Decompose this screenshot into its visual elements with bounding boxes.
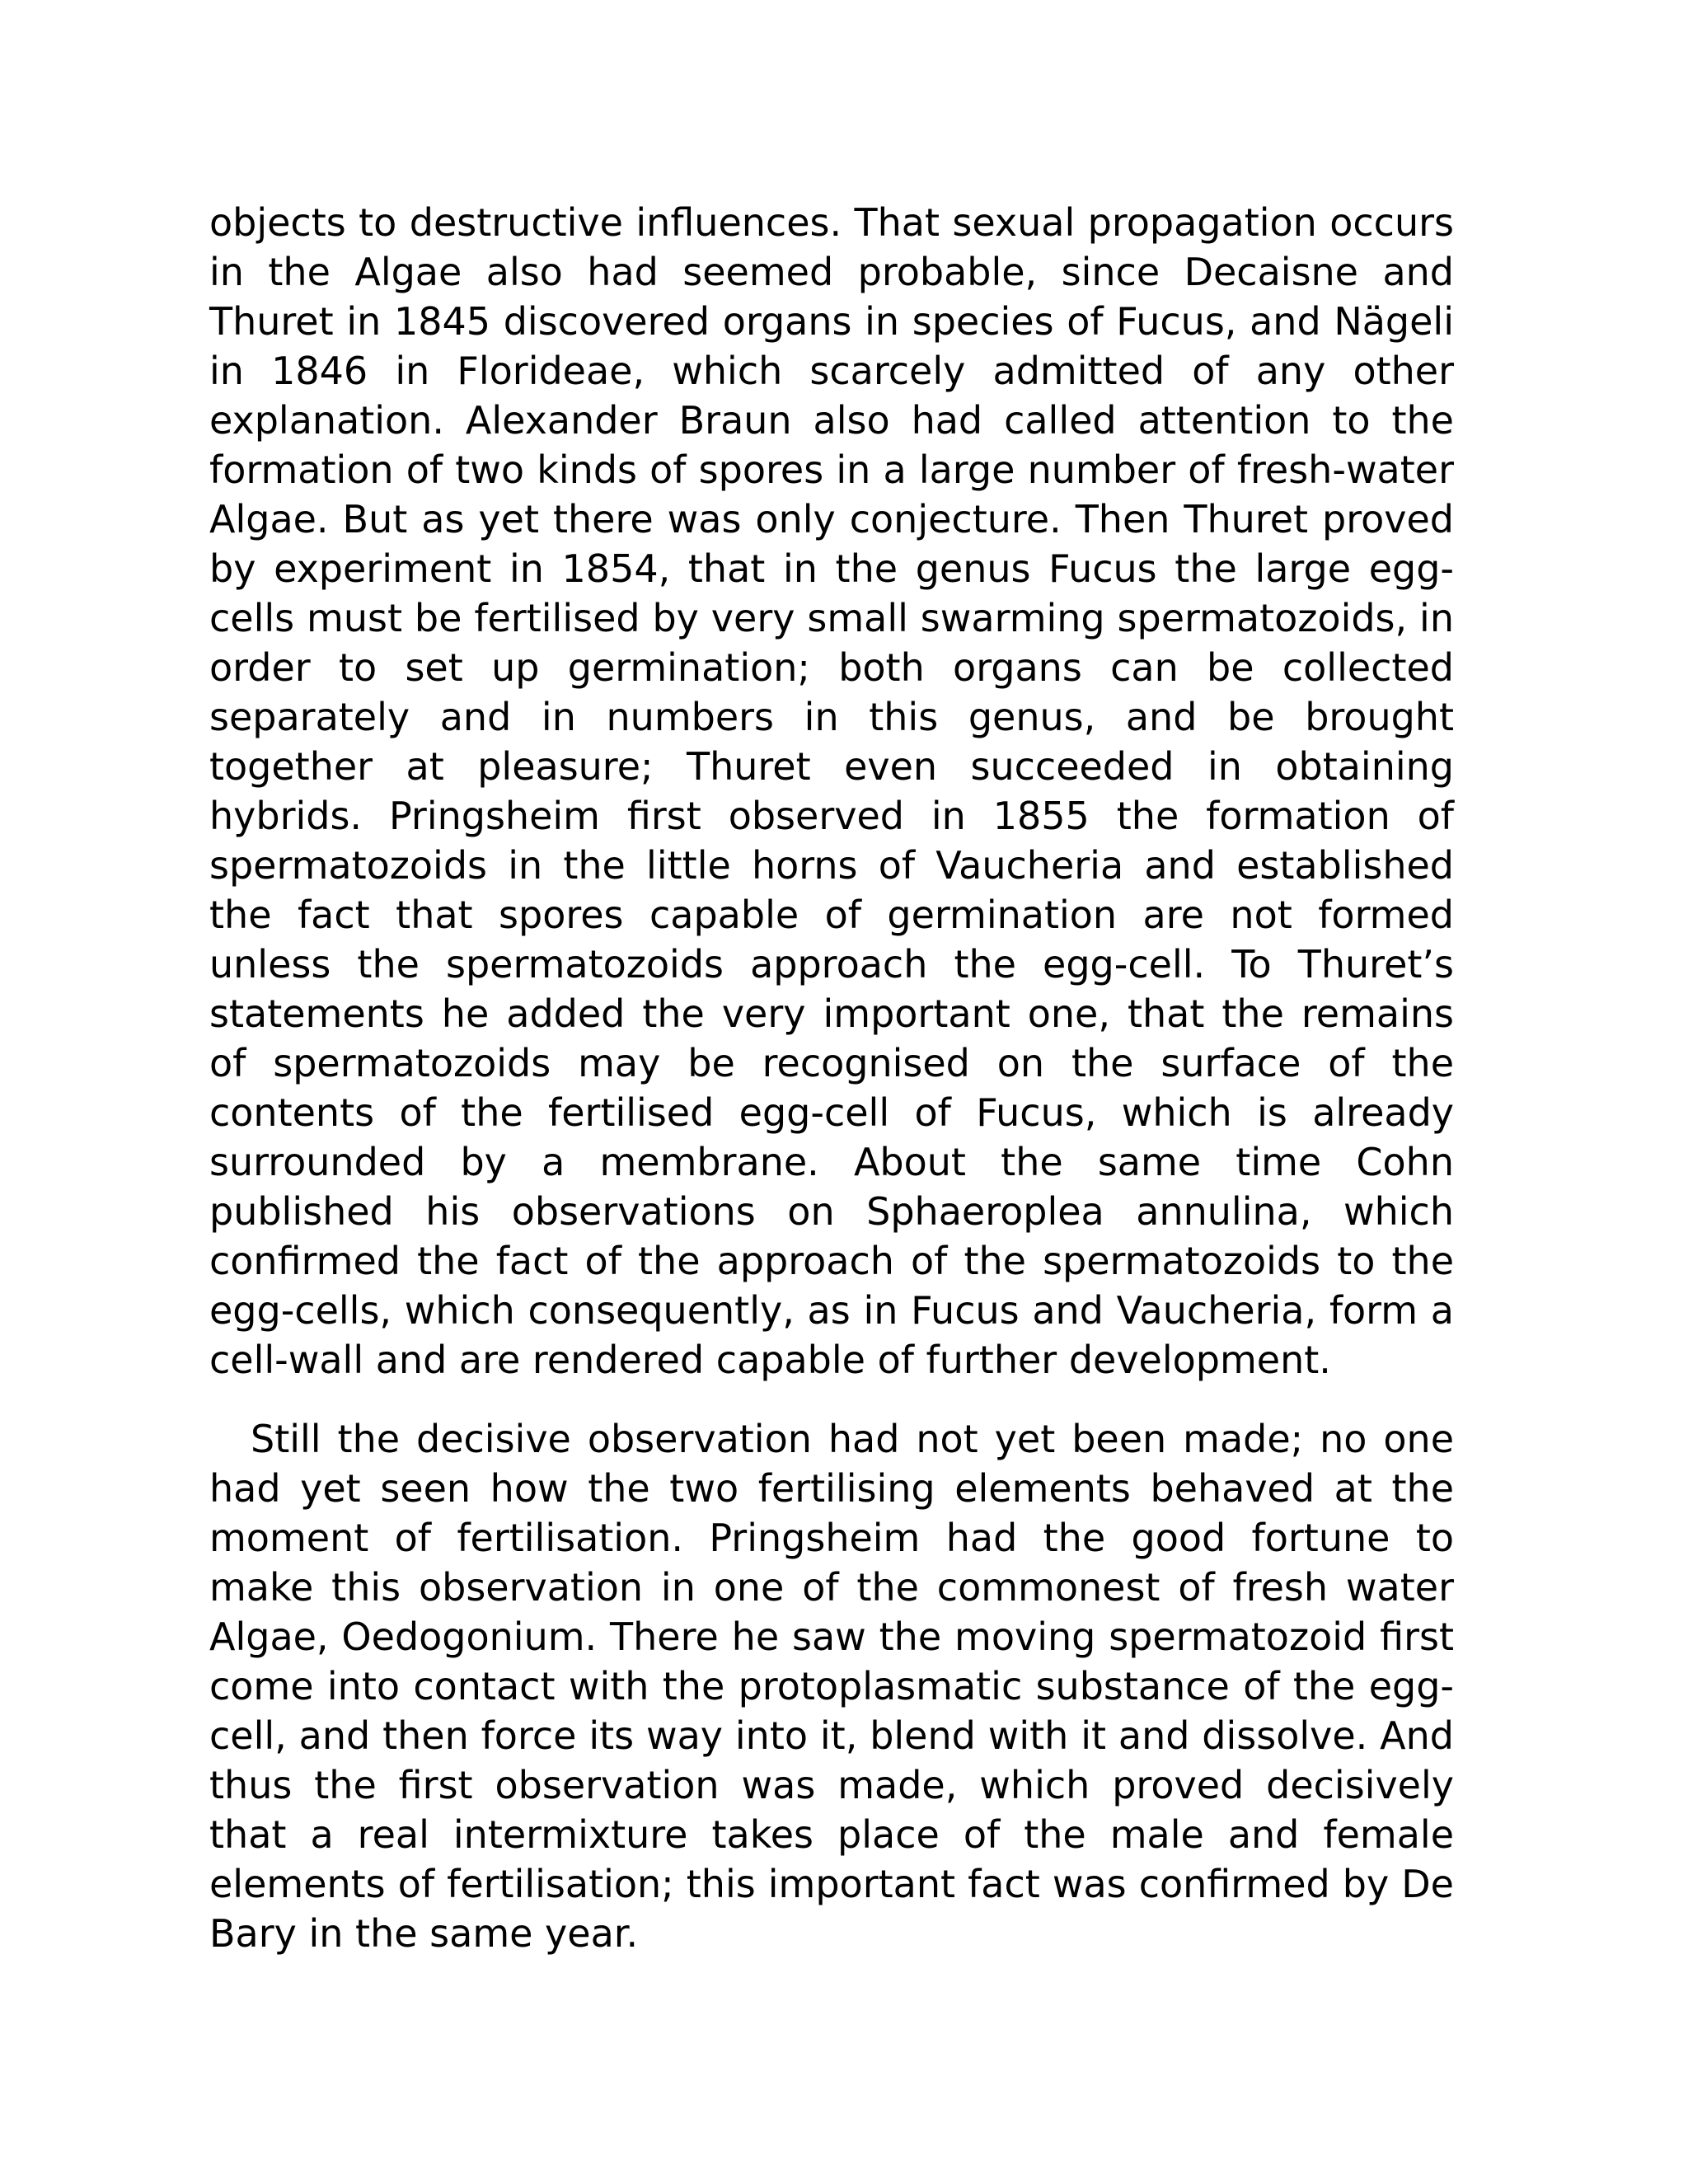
page-body	[209, 198, 1454, 1958]
paragraph-1: objects to destructive influences. That sexual propagation occurs in the Algae also had seemed probable, since Decaisne and Thuret in 1845 discovered organs in species of Fucus, and Nägeli in 1846 in Florideae, which scarcely admitted of any other explanation. Alexander Braun also had called attention to the formation of two kinds of spores in a large number of fresh-water Algae. But as yet there was only conjecture. Then Thuret proved by experiment in 1854, that in the genus Fucus the large egg-cells must be fertilised by very small swarming spermatozoids, in order to set up germination; both organs can be collected separately and in numbers in this genus, and be brought together at pleasure; Thuret even succeeded in obtaining hybrids. Pringsheim first observed in 1855 the formation of spermatozoids in the little horns of Vaucheria and established the fact that spores capable of germination are not formed unless the spermatozoids approach the egg-cell. To Thuret’s statements he added the very important one, that the remains of spermatozoids may be recognised on the surface of the contents of the fertilised egg-cell of Fucus, which is already surrounded by a membrane. About the same time Cohn published his observations on Sphaeroplea annulina, which confirmed the fact of the approach of the spermatozoids to the egg-cells, which consequently, as in Fucus and Vaucheria, form a cell-wall and are rendered capable of further development.	[209, 200, 1454, 1382]
paragraph-2: Still the decisive observation had not yet been made; no one had yet seen how the two fertilising elements behaved at the moment of fertilisation. Pringsheim had the good fortune to make this observation in one of the commonest of fresh water Algae, Oedogonium. There he saw the moving spermatozoid first come into contact with the protoplasmatic substance of the egg-cell, and then force its way into it, blend with it and dissolve. And thus the first observation was made, which proved decisively that a real intermixture takes place of the male and female elements of fertilisation; this important fact was confirmed by De Bary in the same year.	[209, 1417, 1454, 1956]
